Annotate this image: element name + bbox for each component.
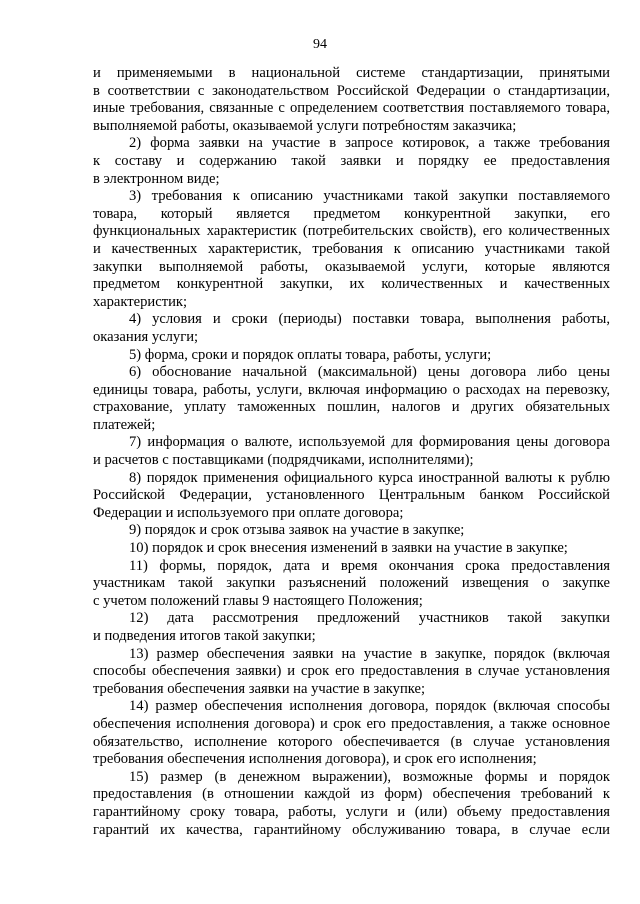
text-line: товара, который является предметом конкурентной закупки, его (93, 205, 610, 222)
text-line: 4) условия и сроки (периоды) поставки товара, выполнения работы, (129, 311, 610, 328)
text-line: оказания услуги; (93, 328, 199, 345)
text-line: 11) формы, порядок, дата и время окончания срока предоставления (129, 557, 610, 574)
text-line: Российской Федерации, установленного Центральным банком Российской (93, 487, 610, 504)
text-line: и подведения итогов такой закупки; (93, 628, 316, 644)
text-line: гарантий их качества, гарантийному обслуживанию товара, в случае если (93, 821, 610, 838)
text-line: 8) порядок применения официального курса иностранной валюты к рублю (129, 469, 610, 486)
text-line: требования обеспечения исполнения договора), и срок его исполнения; (93, 751, 537, 768)
text-line: 15) размер (в денежном выражении), возможные формы и порядок (129, 768, 610, 785)
text-line: иные требования, связанные с определением соответствия поставляемого товара, (93, 100, 610, 117)
text-line: требования обеспечения заявки на участие в закупке; (93, 680, 426, 697)
text-line: 5) форма, сроки и порядок оплаты товара, работы, услуги; (129, 346, 492, 363)
text-line: 9) порядок и срок отзыва заявок на участие в закупке; (129, 522, 465, 539)
text-line: предоставления (в отношении каждой из форм) обеспечения требований к (93, 786, 610, 803)
text-line: и качественных характеристик, требования к описанию участниками такой (93, 240, 610, 257)
text-line: в соответствии с законодательством Российской Федерации о стандартизации, (93, 82, 610, 99)
text-line: 12) дата рассмотрения предложений участников такой закупки (129, 610, 610, 627)
text-line: 7) информация о валюте, используемой для формирования цены договора (129, 434, 610, 451)
text-line: предметом конкурентной закупки, их количественных и качественных (93, 276, 610, 293)
text-line: обязательство, исполнение которого обеспечивается (в случае установления (93, 733, 610, 750)
text-line: и расчетов с поставщиками (подрядчиками, исполнителями); (93, 452, 474, 469)
text-line: выполняемой работы, оказываемой услуги потребностям заказчика; (93, 117, 517, 134)
text-line: и применяемыми в национальной системе стандартизации, принятыми (93, 65, 610, 81)
text-line: 2) форма заявки на участие в запросе котировок, а также требования (129, 135, 610, 152)
text-line: характеристик; (93, 293, 188, 310)
text-line: в электронном виде; (93, 170, 220, 187)
text-line: с учетом положений главы 9 настоящего Положения; (93, 592, 423, 609)
text-line: 6) обоснование начальной (максимальной) цены договора либо цены (129, 364, 610, 381)
text-line: функциональных характеристик (потребительских свойств), его количественных (93, 223, 610, 240)
text-line: 3) требования к описанию участниками такой закупки поставляемого (129, 188, 610, 205)
text-line: 14) размер обеспечения исполнения договора, порядок (включая способы (129, 698, 610, 715)
text-line: способы обеспечения заявки) и срок его предоставления в случае установления (93, 663, 610, 680)
text-line: страхование, уплату таможенных пошлин, налогов и других обязательных (93, 399, 610, 416)
text-line: платежей; (93, 416, 156, 433)
text-line: Федерации и используемого при оплате договора; (93, 504, 404, 521)
text-line: гарантийному сроку товара, работы, услуги и (или) объему предоставления (93, 803, 610, 820)
body-text (93, 65, 610, 839)
page-number: 94 (313, 37, 327, 52)
text-line: 10) порядок и срок внесения изменений в заявки на участие в закупке; (129, 540, 568, 557)
text-line: участникам такой закупки разъяснений положений извещения о закупке (93, 575, 610, 592)
text-line: единицы товара, работы, услуги, включая информацию о расходах на перевозку, (93, 381, 610, 398)
text-line: обеспечения исполнения договора) и срок его предоставления, а также основное (93, 715, 610, 732)
text-line: к составу и содержанию такой заявки и порядку ее предоставления (93, 152, 610, 169)
text-line: 13) размер обеспечения заявки на участие в закупке, порядок (включая (129, 645, 610, 662)
text-line: закупки выполняемой работы, оказываемой услуги, которые являются (93, 258, 610, 275)
